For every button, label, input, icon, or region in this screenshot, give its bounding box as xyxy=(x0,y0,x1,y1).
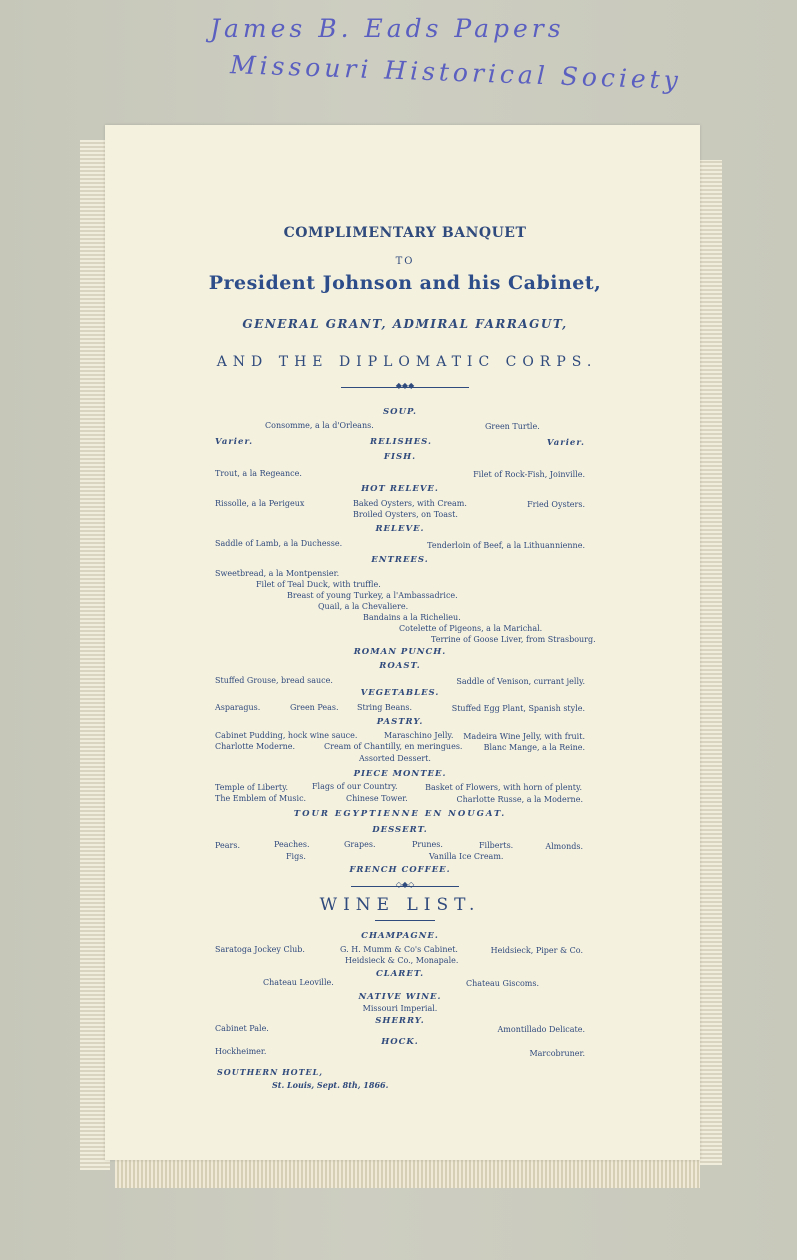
heading-dessert: DESSERT. xyxy=(372,825,428,835)
silk-menu-sheet xyxy=(105,125,700,1160)
menu-item: Hockheimer. xyxy=(215,1047,267,1056)
heading-releve: RELEVE. xyxy=(375,524,425,534)
hotel-name: SOUTHERN HOTEL, xyxy=(217,1067,324,1077)
menu-item: Amontillado Delicate. xyxy=(497,1025,585,1034)
menu-item: Rissolle, a la Perigeux xyxy=(215,499,305,508)
heading-relishes: RELISHES. xyxy=(370,437,432,447)
menu-item: Bandains a la Richelieu. xyxy=(363,613,461,622)
ornament-diamond: ◆◆◆ xyxy=(395,381,415,390)
menu-item: Green Peas. xyxy=(290,703,339,712)
menu-item: Stuffed Grouse, bread sauce. xyxy=(215,676,333,685)
menu-item: Vanilla Ice Cream. xyxy=(429,852,504,861)
heading-pastry: PASTRY. xyxy=(376,717,424,727)
menu-item: Madeira Wine Jelly, with fruit. xyxy=(463,732,585,741)
menu-item: String Beans. xyxy=(357,703,413,712)
handwritten-society-label: Missouri Historical Society xyxy=(229,50,683,95)
menu-item: Blanc Mange, a la Reine. xyxy=(483,743,585,752)
heading-native-wine: NATIVE WINE. xyxy=(358,992,442,1002)
menu-item: Pears. xyxy=(215,841,240,850)
menu-item: Filet of Teal Duck, with truffle. xyxy=(256,580,381,589)
heading-tour: TOUR EGYPTIENNE EN NOUGAT. xyxy=(293,809,507,819)
heading-sherry: SHERRY. xyxy=(375,1016,425,1026)
menu-item: Saddle of Lamb, a la Duchesse. xyxy=(215,539,343,548)
menu-item: Basket of Flowers, with horn of plenty. xyxy=(425,783,582,792)
menu-item: Quail, a la Chevaliere. xyxy=(318,602,409,611)
heading-champagne: CHAMPAGNE. xyxy=(361,931,439,941)
menu-item: Maraschino Jelly. xyxy=(384,731,454,740)
menu-item: Consomme, a la d'Orleans. xyxy=(265,421,374,430)
menu-item: Figs. xyxy=(286,852,306,861)
menu-item: Saratoga Jockey Club. xyxy=(215,945,305,954)
menu-item: Sweetbread, a la Montpensier. xyxy=(215,569,340,578)
ornament-diamond: ◇◆◇ xyxy=(395,880,415,889)
menu-item: Prunes. xyxy=(412,840,443,849)
menu-item: Terrine of Goose Liver, from Strasbourg. xyxy=(431,635,596,644)
heading-french-coffee: FRENCH COFFEE. xyxy=(349,865,451,875)
corps-line: AND THE DIPLOMATIC CORPS. xyxy=(216,354,598,370)
banquet-title: COMPLIMENTARY BANQUET xyxy=(283,225,527,241)
heading-roast: ROAST. xyxy=(379,661,421,671)
heading-vegetables: VEGETABLES. xyxy=(360,688,440,698)
menu-item: Varier. xyxy=(215,437,254,447)
menu-item: Broiled Oysters, on Toast. xyxy=(353,510,458,519)
menu-item: Fried Oysters. xyxy=(527,500,585,509)
guests-line: GENERAL GRANT, ADMIRAL FARRAGUT, xyxy=(242,317,568,331)
heading-hock: HOCK. xyxy=(381,1037,419,1047)
heading-soup: SOUP. xyxy=(383,407,417,417)
menu-item: Temple of Liberty. xyxy=(215,783,289,792)
menu-item: Varier. xyxy=(546,438,585,448)
heading-hot-releve: HOT RELEVE. xyxy=(361,484,439,494)
menu-item: The Emblem of Music. xyxy=(215,794,307,803)
handwritten-archive-label: James B. Eads Papers xyxy=(210,14,565,43)
menu-item: Breast of young Turkey, a l'Ambassadrice. xyxy=(287,591,458,600)
menu-item: Green Turtle. xyxy=(485,422,540,431)
menu-item: Tenderloin of Beef, a la Lithuannienne. xyxy=(427,541,585,550)
honoree-line: President Johnson and his Cabinet, xyxy=(208,272,602,294)
menu-item: Chateau Leoville. xyxy=(263,978,334,987)
wine-rule xyxy=(375,920,435,921)
menu-item: Chinese Tower. xyxy=(346,794,408,803)
menu-item: Heidsieck, Piper & Co. xyxy=(490,946,583,955)
heading-entrees: ENTREES. xyxy=(371,555,429,565)
menu-item: Cabinet Pudding, hock wine sauce. xyxy=(215,731,358,740)
menu-item: Saddle of Venison, currant jelly. xyxy=(456,677,585,686)
heading-fish: FISH. xyxy=(383,452,417,462)
menu-item: Heidsieck & Co., Monapale. xyxy=(345,956,459,965)
date-line: St. Louis, Sept. 8th, 1866. xyxy=(272,1080,389,1090)
to-line: TO xyxy=(395,256,415,267)
menu-item: Cotelette of Pigeons, a la Marichal. xyxy=(399,624,543,633)
menu-item: Filberts. xyxy=(479,841,514,850)
menu-item: Grapes. xyxy=(344,840,376,849)
menu-item: Cream of Chantilly, en meringues. xyxy=(324,742,463,751)
wine-list-title: WINE LIST. xyxy=(319,895,481,915)
menu-item: Asparagus. xyxy=(215,703,261,712)
menu-item: Missouri Imperial. xyxy=(362,1004,438,1013)
heading-roman-punch: ROMAN PUNCH. xyxy=(353,647,447,657)
menu-item: Trout, a la Regeance. xyxy=(215,469,302,478)
heading-claret: CLARET. xyxy=(375,969,425,979)
menu-item: Charlotte Russe, a la Moderne. xyxy=(456,795,583,804)
menu-item: Peaches. xyxy=(274,840,310,849)
menu-item: Stuffed Egg Plant, Spanish style. xyxy=(451,704,585,713)
menu-item: Flags of our Country. xyxy=(312,782,398,791)
menu-item: Almonds. xyxy=(545,842,583,851)
menu-item: Assorted Dessert. xyxy=(359,754,431,763)
menu-item: Baked Oysters, with Cream. xyxy=(353,499,467,508)
menu-item: Filet of Rock-Fish, Joinville. xyxy=(473,470,585,479)
menu-item: Charlotte Moderne. xyxy=(215,742,296,751)
menu-item: Chateau Giscoms. xyxy=(466,979,540,988)
menu-item: Marcobruner. xyxy=(529,1049,585,1058)
heading-piece-montee: PIECE MONTEE. xyxy=(353,769,447,779)
menu-item: Cabinet Pale. xyxy=(215,1024,269,1033)
menu-item: G. H. Mumm & Co's Cabinet. xyxy=(340,945,458,954)
